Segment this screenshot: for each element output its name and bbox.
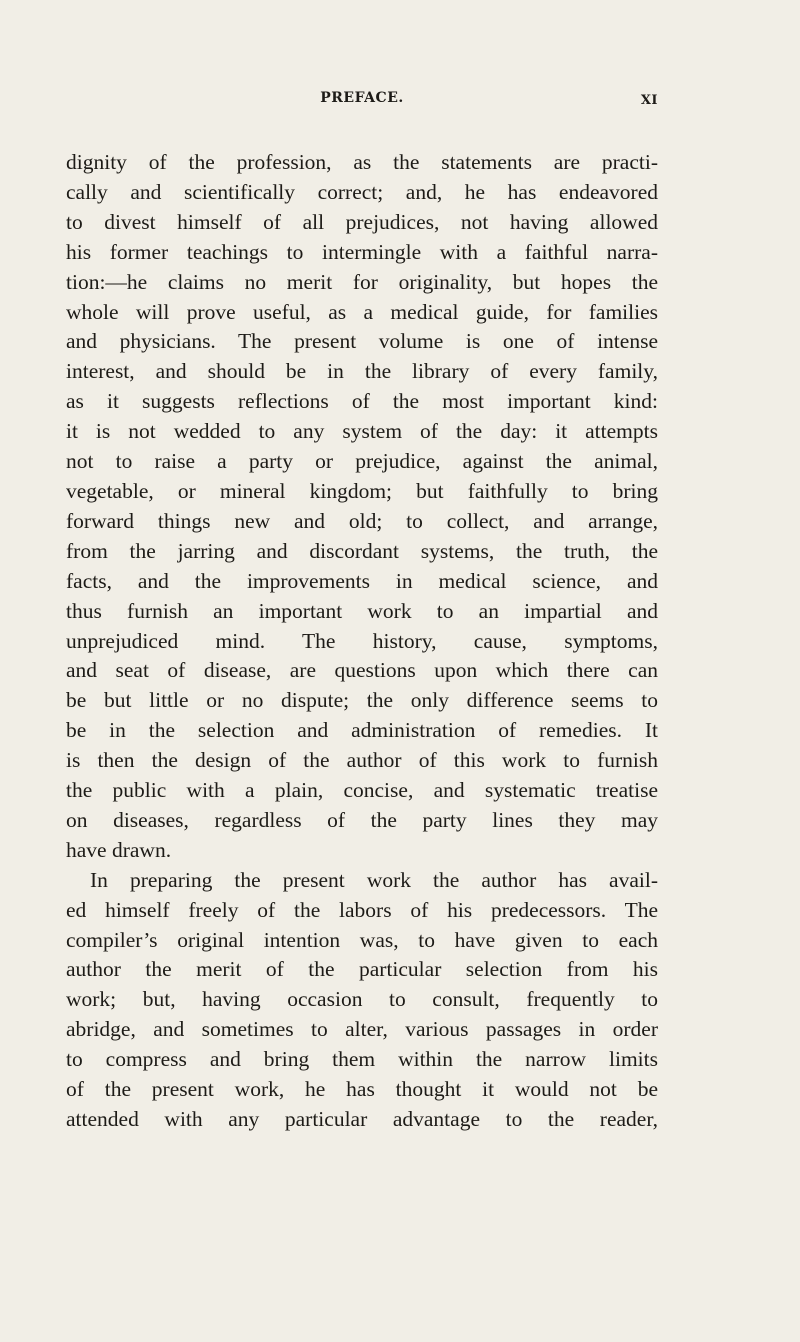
text-line: unprejudiced mind. The history, cause, symptoms, bbox=[66, 628, 658, 653]
running-head-title: PREFACE. bbox=[320, 90, 404, 106]
text-line: to divest himself of all prejudices, not having allowed bbox=[66, 209, 658, 234]
text-line: dignity of the profession, as the statements are practi- bbox=[66, 150, 658, 174]
text-line: In preparing the present work the author has avail- bbox=[90, 867, 658, 892]
text-line: his former teachings to intermingle with a faithful narra- bbox=[66, 239, 658, 264]
text-line: and seat of disease, are questions upon which there can bbox=[66, 658, 658, 683]
text-line: author the merit of the particular selection from his bbox=[66, 957, 658, 982]
running-head bbox=[66, 90, 658, 114]
text-line: not to raise a party or prejudice, against the animal, bbox=[66, 449, 658, 474]
text-line: be in the selection and administration of remedies. It bbox=[66, 718, 658, 743]
text-line: cally and scientifically correct; and, he has endeavored bbox=[66, 179, 658, 204]
text-line: work; but, having occasion to consult, frequently to bbox=[66, 987, 658, 1012]
text-line: vegetable, or mineral kingdom; but faithfully to bring bbox=[66, 478, 658, 503]
text-line: the public with a plain, concise, and systematic treatise bbox=[66, 778, 658, 803]
text-line: and physicians. The present volume is one of intense bbox=[66, 329, 658, 354]
text-line: ed himself freely of the labors of his predecessors. The bbox=[66, 897, 658, 922]
text-line: as it suggests reflections of the most important kind: bbox=[66, 389, 658, 414]
page-number: XI bbox=[640, 93, 658, 108]
text-line: whole will prove useful, as a medical guide, for families bbox=[66, 299, 658, 324]
text-line: attended with any particular advantage to the reader, bbox=[66, 1107, 658, 1131]
text-line: compiler’s original intention was, to have given to each bbox=[66, 927, 658, 952]
text-line: to compress and bring them within the narrow limits bbox=[66, 1047, 658, 1072]
body-text bbox=[66, 148, 658, 1135]
text-line: it is not wedded to any system of the day: it attempts bbox=[66, 419, 658, 444]
text-line: have drawn. bbox=[66, 837, 172, 862]
text-line: on diseases, regardless of the party lines they may bbox=[66, 807, 658, 832]
text-line: thus furnish an important work to an impartial and bbox=[66, 598, 658, 623]
text-line: from the jarring and discordant systems, the truth, the bbox=[66, 538, 658, 563]
text-line: facts, and the improvements in medical science, and bbox=[66, 568, 658, 593]
text-line: interest, and should be in the library of every family, bbox=[66, 359, 658, 384]
text-line: is then the design of the author of this work to furnish bbox=[66, 748, 658, 773]
text-line: tion:—he claims no merit for originality, but hopes the bbox=[66, 269, 658, 294]
text-line: abridge, and sometimes to alter, various passages in order bbox=[66, 1017, 658, 1042]
text-line: of the present work, he has thought it would not be bbox=[66, 1077, 658, 1102]
text-line: forward things new and old; to collect, and arrange, bbox=[66, 508, 658, 533]
text-line: be but little or no dispute; the only difference seems to bbox=[66, 688, 658, 713]
